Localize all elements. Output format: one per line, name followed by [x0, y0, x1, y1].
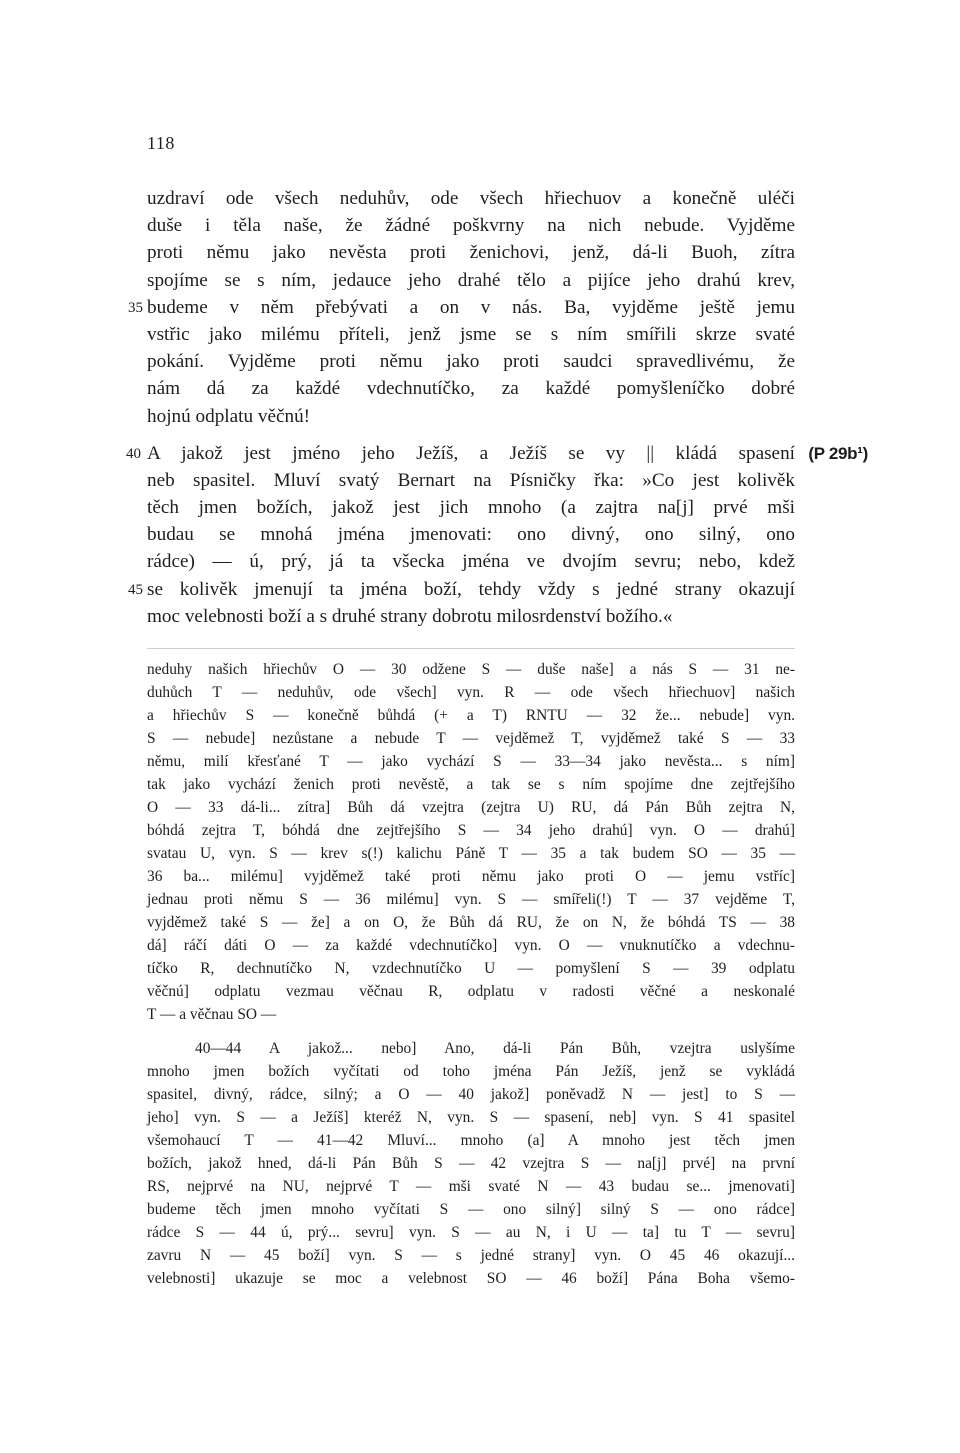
- apparatus-line: budeme těch jmen mnoho vyčítati S — ono silný] silný S — ono rádce]: [147, 1201, 795, 1218]
- apparatus-line: O — 33 dá-li... zítra] Bůh dá vzejtra (zejtra U) RU, dá Pán Bůh zejtra N,: [147, 799, 795, 816]
- apparatus-line: RS, nejprvé na NU, nejprvé T — mši svaté N — 43 budau se... jmenovati]: [147, 1178, 795, 1195]
- apparatus-line: všemohaucí T — 41—42 Mluví... mnoho (a] A mnoho jest těch jmen: [147, 1132, 795, 1149]
- apparatus-line: tíčko R, dechnutíčko N, vzdechnutíčko U — pomyšlení S — 39 odplatu: [147, 960, 795, 977]
- text-line-content: moc velebnosti boží a s druhé strany dobrotu milosrdenství božího.«: [147, 605, 673, 627]
- text-line: [128, 294, 795, 321]
- text-line-content: těch jmen božích, jakož jest jich mnoho (a zajtra na[j] prvé mši: [147, 497, 795, 519]
- page-number: 118: [147, 133, 175, 153]
- apparatus-line: S — nebude] nezůstane a nebude T — vejděmež T, vyjděmež také S — 33: [147, 730, 795, 747]
- text-line-content: nám dá za každé vdechnutíčko, za každé pomyšleníčko dobré: [147, 378, 795, 400]
- text-line: [147, 212, 795, 239]
- text-line-content: budau se mnohá jména jmenovati: ono divný, ono silný, ono: [147, 524, 795, 546]
- main-text: [126, 185, 868, 630]
- apparatus-line: zavru N — 45 boží] vyn. S — s jedné strany] vyn. O 45 46 okazují...: [147, 1247, 795, 1264]
- text-line-content: rádce) — ú, prý, já ta všecka jména ve dvojím sevru; nebo, kdež: [147, 551, 795, 573]
- line-number: 35: [128, 299, 143, 316]
- text-line: [147, 603, 795, 630]
- text-line-content: se kolivěk jmenují ta jména boží, tehdy vždy s jedné strany okazují: [147, 578, 795, 600]
- apparatus-line: spasitel, divný, rádce, silný; a O — 40 jakož] poněvadž N — jest] to S —: [147, 1086, 795, 1103]
- apparatus-line: svatau U, vyn. S — krev s(!) kalichu Páně T — 35 a tak budem SO — 35 —: [147, 845, 795, 862]
- text-line: [126, 440, 868, 467]
- apparatus-line: dá] ráčí dáti O — za každé vdechnutíčko] vyn. O — vnuknutíčko a vdechnu-: [147, 937, 795, 954]
- apparatus-line: T — a věčnau SO —: [147, 1006, 277, 1023]
- text-line: [147, 375, 795, 402]
- text-line-content: budeme v něm přebývati a on v nás. Ba, vyjděme ještě jemu: [147, 296, 795, 318]
- text-line: [147, 267, 795, 294]
- critical-apparatus: [147, 658, 795, 1290]
- text-line: [147, 467, 795, 494]
- apparatus-line: tak jako vychází ženich proti nevěstě, a tak se s ním spojíme dne zejtřejšího: [147, 776, 795, 793]
- apparatus-line: 36 ba... milému] vyjděmež také proti němu jako proti O — jemu vstříc]: [147, 868, 795, 885]
- text-line-content: pokání. Vyjděme proti němu jako proti saudci spravedlivému, že: [147, 351, 795, 373]
- apparatus-line: jeho] vyn. S — a Ježíš] kteréž N, vyn. S — spasení, neb] vyn. S 41 spasitel: [147, 1109, 795, 1126]
- footnote-divider: [147, 648, 795, 649]
- text-line: [147, 348, 795, 375]
- text-line: [147, 548, 795, 575]
- apparatus-line: němu, milí křesťané T — jako vychází S — 33—34 jako nevěsta... s ním]: [147, 753, 795, 770]
- text-line: [147, 521, 795, 548]
- text-line: [147, 185, 795, 212]
- apparatus-line: a hřiechův S — konečně bůhdá (+ a T) RNTU — 32 že... nebude] vyn.: [147, 707, 795, 724]
- apparatus-line: 40—44 A jakož... nebo] Ano, dá-li Pán Bůh, vzejtra uslyšíme: [195, 1040, 795, 1057]
- text-line: [147, 239, 795, 266]
- apparatus-line: duhůch T — neduhův, ode všech] vyn. R — ode všech hřiechuov] našich: [147, 684, 795, 701]
- text-line-content: proti němu jako nevěsta proti ženichovi, jenž, dá-li Buoh, zítra: [147, 242, 795, 264]
- text-line: [147, 494, 795, 521]
- apparatus-line: bóhdá zejtra T, bóhdá dne zejtřejšího S — 34 jeho drahú] vyn. O — drahú]: [147, 822, 795, 839]
- manuscript-folio-note: (P 29b¹): [808, 443, 868, 463]
- text-line-content: spojíme se s ním, jedauce jeho drahé tělo a pijíce jeho drahú krev,: [147, 269, 795, 291]
- text-line: [128, 576, 795, 603]
- text-line: [147, 321, 795, 348]
- text-line-content: vstřic jako milému příteli, jenž jsme se s ním smířili skrze svaté: [147, 323, 795, 345]
- apparatus-line: rádce S — 44 ú, prý... sevru] vyn. S — au N, i U — ta] tu T — sevru]: [147, 1224, 795, 1241]
- text-line: [147, 403, 795, 430]
- text-line-content: neb spasitel. Mluví svatý Bernart na Písničky řka: »Co jest kolivěk: [147, 469, 795, 491]
- text-line-content: uzdraví ode všech neduhův, ode všech hřiechuov a konečně uléči: [147, 188, 795, 209]
- text-line-content: duše i těla naše, že žádné poškvrny na nich nebude. Vyjděme: [147, 215, 795, 237]
- line-number: 40: [126, 445, 141, 462]
- apparatus-line: jednau proti němu S — 36 milému] vyn. S — smířeli(!) T — 37 vejděme T,: [147, 891, 795, 908]
- apparatus-line: vyjděmež také S — že] a on O, že Bůh dá RU, že on N, že bóhdá TS — 38: [147, 914, 795, 931]
- apparatus-line: velebnosti] ukazuje se moc a velebnost SO — 46 boží] Pána Boha všemo-: [147, 1270, 795, 1287]
- apparatus-line: věčnú] odplatu vezmau věčnau R, odplatu v radosti věčné a neskonalé: [147, 983, 795, 1000]
- text-line-content: hojnú odplatu věčnú!: [147, 405, 311, 427]
- apparatus-line: božích, jakož hned, dá-li Pán Bůh S — 42 vzejtra S — na[j] prvé] na první: [147, 1155, 795, 1172]
- line-number: 45: [128, 581, 143, 598]
- apparatus-line: neduhy našich hřiechův O — 30 odžene S — duše naše] a nás S — 31 ne-: [147, 661, 795, 678]
- apparatus-line: mnoho jmen božích vyčítati od toho jména Pán Ježíš, jenž se vykládá: [147, 1063, 795, 1080]
- text-line-content: A jakož jest jméno jeho Ježíš, a Ježíš se vy || kládá spasení: [147, 442, 795, 464]
